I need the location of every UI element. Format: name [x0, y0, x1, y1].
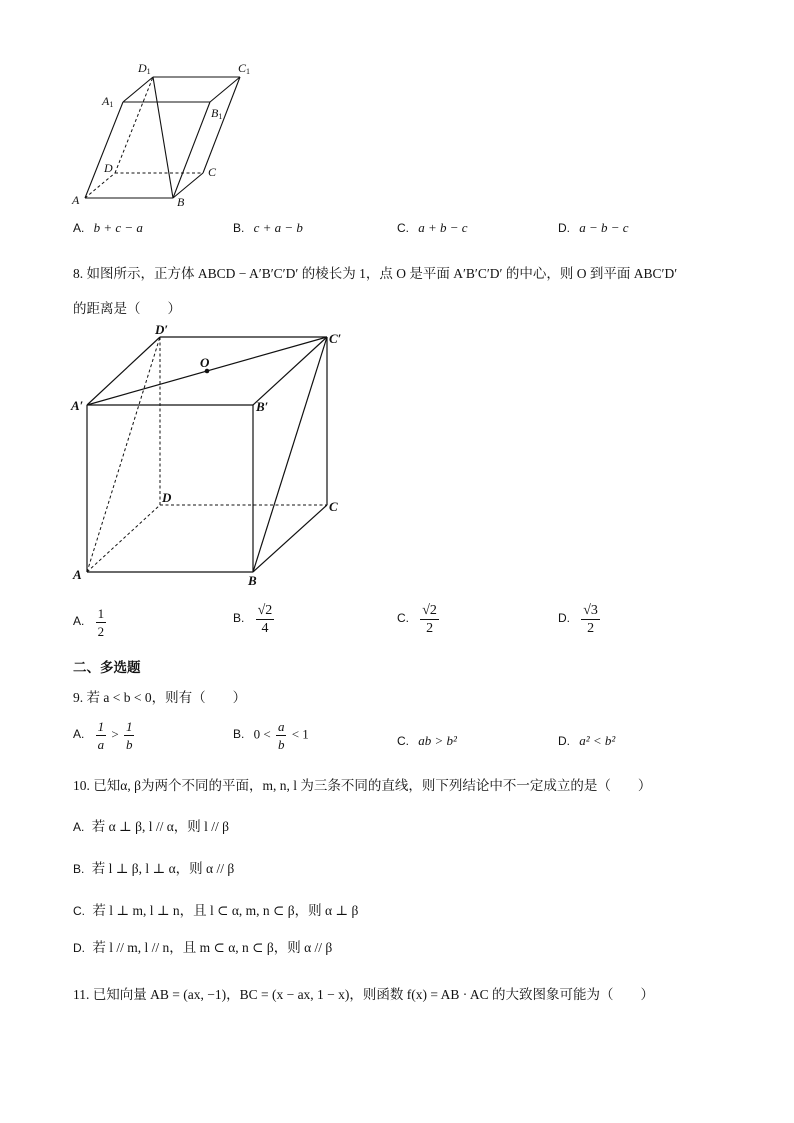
operator: > — [111, 726, 119, 742]
option-label: A. — [73, 727, 85, 742]
q9-option-a — [73, 719, 136, 752]
q8-stem-line2: 的距离是（ ） — [73, 301, 181, 316]
q9-option-c — [397, 733, 457, 749]
inequality-left: 0 < — [253, 726, 271, 742]
edge-a-a1 — [85, 102, 123, 198]
vertex-label-d: D — [104, 161, 113, 175]
vertex-label-o: O — [200, 355, 210, 370]
fraction: $\frac{√3}{2}$ — [583, 603, 598, 636]
vertex-label-b1: B1 — [211, 106, 223, 121]
option-label: B. — [233, 221, 245, 235]
q7-option-c — [397, 220, 468, 236]
hidden-edge-d-d1 — [115, 77, 153, 173]
q9-stem: 9. 若 a < b < 0，则有（ ） — [73, 690, 247, 705]
vertex-label-b: B — [248, 573, 257, 588]
q9-option-d — [558, 733, 615, 749]
fraction: $\frac{a}{b}$ — [277, 719, 285, 752]
vertex-label-c: C — [329, 499, 338, 514]
q8-option-b — [233, 603, 276, 636]
inequality-right: < 1 — [291, 726, 309, 742]
option-label: B. — [233, 727, 245, 742]
option-label: C. — [73, 904, 85, 918]
option-label: C. — [397, 221, 409, 235]
option-expression: c + a − b — [253, 220, 303, 235]
q10-option-d — [73, 936, 332, 956]
q7-option-b — [233, 220, 303, 236]
vertex-label-d1: D1 — [138, 61, 151, 76]
section-heading-multiple-choice: 二、多选题 — [73, 660, 141, 675]
option-label: B. — [233, 611, 245, 626]
option-label: A. — [73, 221, 85, 235]
fraction: $\frac{√2}{2}$ — [422, 603, 437, 636]
vertex-label-d: D — [162, 490, 172, 505]
edge-c-c1 — [203, 77, 240, 173]
option-text: 若 l ⊥ β, l ⊥ α，则 α // β — [91, 861, 235, 876]
q8-option-d — [558, 603, 602, 636]
option-label: D. — [73, 941, 85, 955]
q8-option-c — [397, 603, 441, 636]
option-label: A. — [73, 614, 85, 629]
fraction: $\frac{1}{b}$ — [125, 719, 133, 752]
fraction: $\frac{1}{a}$ — [97, 719, 105, 752]
option-expression: ab > b² — [418, 733, 457, 748]
option-text: 若 l // m, l // n，且 m ⊂ α, n ⊂ β，则 α // β — [92, 940, 333, 955]
option-text: 若 l ⊥ m, l ⊥ n，且 l ⊂ α, m, n ⊂ β，则 α ⊥ β — [92, 903, 359, 918]
vertex-label-b: B — [177, 195, 185, 209]
option-label: D. — [558, 221, 570, 235]
vertex-label-bp: B′ — [256, 399, 269, 414]
parallelepiped-figure — [60, 55, 260, 215]
q8-option-a — [73, 606, 108, 639]
option-expression: b + c − a — [93, 220, 143, 235]
vertex-label-a: A — [72, 193, 80, 207]
q11-stem: 11. 已知向量 AB = (ax, −1)，BC = (x − ax, 1 − x)，则函数 f(x) = AB · AC 的大致图象可能为（ ） — [73, 987, 655, 1002]
q10-stem: 10. 已知α, β为两个不同的平面，m, n, l 为三条不同的直线，则下列结论中不一定成立的是（ ） — [73, 778, 652, 793]
vertex-label-dp: D′ — [155, 322, 169, 337]
q9-option-b — [233, 719, 309, 752]
vertex-label-a1: A1 — [102, 94, 114, 109]
option-expression: a² < b² — [579, 733, 616, 748]
option-label: B. — [73, 862, 85, 876]
vertex-label-cp: C′ — [329, 331, 342, 346]
q10-option-a — [73, 815, 229, 835]
diag-b-cp — [253, 337, 327, 572]
option-label: D. — [558, 611, 570, 626]
q8-stem-line1: 8. 如图所示，正方体 ABCD − A′B′C′D′ 的棱长为 1，点 O 是平面 A′B′C′D′ 的中心，则 O 到平面 ABC′D′ — [73, 266, 678, 281]
hidden-diag-a-dp — [87, 337, 160, 572]
option-expression: a + b − c — [418, 220, 468, 235]
fraction: $\frac{√2}{4}$ — [257, 603, 273, 636]
vertex-label-c: C — [208, 165, 217, 179]
cube-figure — [65, 322, 355, 590]
hidden-edge-a-d — [87, 505, 160, 572]
option-label: C. — [397, 734, 409, 748]
q10-option-b — [73, 857, 234, 877]
option-text: 若 α ⊥ β, l // α，则 l // β — [91, 819, 230, 834]
option-label: C. — [397, 611, 409, 626]
q7-option-d — [558, 220, 629, 236]
option-expression: a − b − c — [579, 220, 629, 235]
q7-option-a — [73, 220, 143, 236]
edge-b-b1 — [173, 102, 210, 198]
vertex-label-c1: C1 — [238, 61, 251, 76]
option-label: D. — [558, 734, 570, 748]
option-label: A. — [73, 820, 85, 834]
diag-d1-b — [153, 77, 173, 198]
vertex-label-ap: A′ — [71, 398, 84, 413]
vertex-label-a: A — [73, 567, 82, 582]
fraction: $\frac{1}{2}$ — [97, 606, 105, 639]
q10-option-c — [73, 899, 358, 919]
